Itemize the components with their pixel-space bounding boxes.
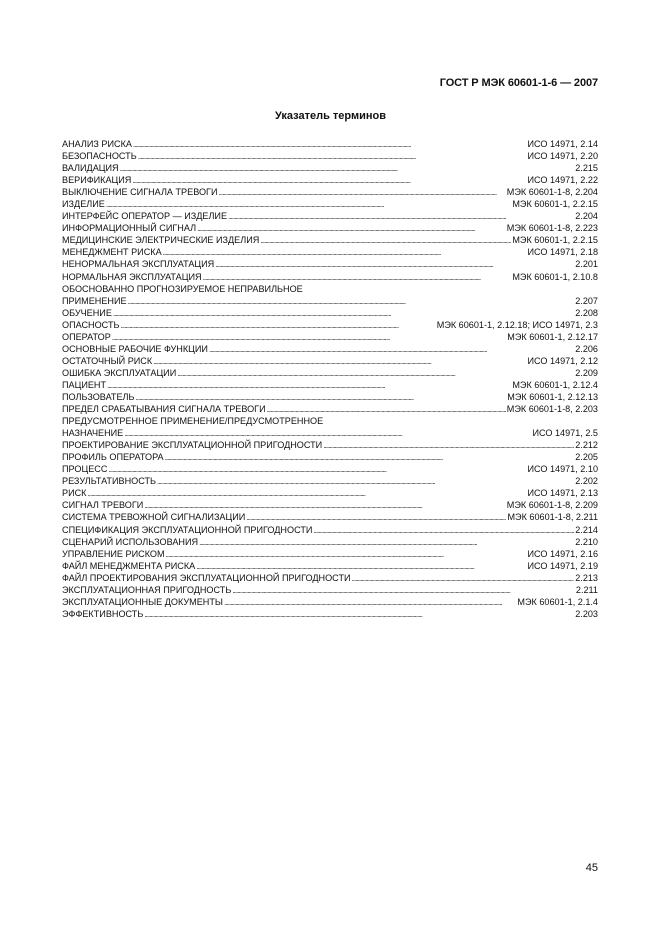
index-entry — [62, 415, 598, 427]
index-reference: МЭК 60601-1-8, 2.203 — [506, 404, 598, 415]
index-entry — [62, 572, 598, 584]
index-entry — [62, 499, 598, 511]
index-term: ОСНОВНЫЕ РАБОЧИЕ ФУНКЦИИ — [62, 343, 208, 354]
index-term: ИНФОРМАЦИОННЫЙ СИГНАЛ — [62, 223, 197, 234]
index-reference: МЭК 60601-1-8, 2.211 — [507, 512, 598, 523]
index-reference: 2.212 — [575, 440, 598, 451]
index-reference: 2.213 — [575, 572, 598, 583]
index-term: ЭКСПЛУАТАЦИОННЫЕ ДОКУМЕНТЫ — [62, 596, 223, 607]
index-term: ЭФФЕКТИВНОСТЬ — [62, 608, 144, 619]
index-entry — [62, 271, 598, 283]
index-term: МЕНЕДЖМЕНТ РИСКА — [62, 247, 162, 258]
index-reference: ИСО 14971, 2.20 — [527, 151, 598, 162]
index-entry — [62, 234, 598, 246]
index-term: АНАЛИЗ РИСКА — [62, 139, 132, 149]
index-term: НЕНОРМАЛЬНАЯ ЭКСПЛУАТАЦИЯ — [62, 259, 215, 270]
index-entry — [62, 560, 598, 572]
index-term: БЕЗОПАСНОСТЬ — [62, 151, 137, 162]
index-reference: 2.209 — [575, 367, 598, 378]
index-entry — [62, 511, 598, 523]
index-reference: ИСО 14971, 2.13 — [527, 488, 598, 499]
index-term: РЕЗУЛЬТАТИВНОСТЬ — [62, 476, 157, 487]
index-term: ЭКСПЛУАТАЦИОННАЯ ПРИГОДНОСТЬ — [62, 584, 232, 595]
index-term: ОШИБКА ЭКСПЛУАТАЦИИ — [62, 367, 177, 378]
index-entry — [62, 295, 598, 307]
index-reference: МЭК 60601-1-8, 2.204 — [506, 187, 598, 198]
index-term: ОПЕРАТОР — [62, 331, 111, 342]
index-term: СИСТЕМА ТРЕВОЖНОЙ СИГНАЛИЗАЦИИ — [62, 512, 246, 523]
index-term: СПЕЦИФИКАЦИЯ ЭКСПЛУАТАЦИОННОЙ ПРИГОДНОСТИ — [62, 524, 313, 535]
index-reference: 2.203 — [575, 608, 598, 619]
index-entry — [62, 198, 598, 210]
index-reference: МЭК 60601-1, 2.1.4 — [517, 596, 598, 607]
index-term: ВЫКЛЮЧЕНИЕ СИГНАЛА ТРЕВОГИ — [62, 187, 218, 198]
index-entry — [62, 548, 598, 560]
index-entry — [62, 367, 598, 379]
index-reference: ИСО 14971, 2.18 — [527, 247, 598, 258]
index-term: ИЗДЕЛИЕ — [62, 199, 105, 210]
index-entry — [62, 451, 598, 463]
index-reference: 2.206 — [575, 343, 598, 354]
index-entry — [62, 210, 598, 222]
index-term: РИСК — [62, 488, 87, 499]
index-entry — [62, 343, 598, 355]
index-entry — [62, 391, 598, 403]
index-term: НОРМАЛЬНАЯ ЭКСПЛУАТАЦИЯ — [62, 271, 202, 282]
index-reference: 2.210 — [575, 536, 598, 547]
terms-index — [62, 138, 598, 620]
index-reference: МЭК 60601-1, 2.12.17 — [507, 331, 598, 342]
document-header: ГОСТ Р МЭК 60601-1-6 — 2007 — [439, 77, 598, 89]
index-entry — [62, 174, 598, 186]
index-title: Указатель терминов — [274, 110, 387, 122]
index-entry — [62, 427, 598, 439]
index-entry — [62, 355, 598, 367]
index-entry — [62, 439, 598, 451]
index-entry — [62, 319, 598, 331]
index-term: ОБОСНОВАННО ПРОГНОЗИРУЕМОЕ НЕПРАВИЛЬНОЕ — [62, 283, 303, 294]
index-term: МЕДИЦИНСКИЕ ЭЛЕКТРИЧЕСКИЕ ИЗДЕЛИЯ — [62, 235, 260, 246]
index-reference: МЭК 60601-1-8, 2.209 — [506, 500, 598, 511]
index-entry — [62, 524, 598, 536]
index-reference: 2.214 — [575, 524, 598, 535]
index-reference: 2.205 — [575, 452, 598, 463]
index-entry — [62, 258, 598, 270]
index-entry — [62, 138, 598, 150]
index-term: ИНТЕРФЕЙС ОПЕРАТОР — ИЗДЕЛИЕ — [62, 211, 228, 222]
index-reference: МЭК 60601-1, 2.2.15 — [512, 199, 598, 210]
index-term: ПРЕДУСМОТРЕННОЕ ПРИМЕНЕНИЕ/ПРЕДУСМОТРЕННОЕ — [62, 416, 324, 427]
index-term: ПРИМЕНЕНИЕ — [62, 295, 127, 306]
index-reference: МЭК 60601-1, 2.12.13 — [507, 391, 598, 402]
index-term: ОПАСНОСТЬ — [62, 319, 120, 330]
index-reference: 2.215 — [575, 163, 598, 174]
index-term: ПРОФИЛЬ ОПЕРАТОРА — [62, 452, 164, 463]
index-term: ФАЙЛ МЕНЕДЖМЕНТА РИСКА — [62, 560, 196, 571]
index-reference: МЭК 60601-1, 2.10.8 — [512, 271, 598, 282]
index-reference: ИСО 14971, 2.19 — [527, 560, 598, 571]
index-term: УПРАВЛЕНИЕ РИСКОМ — [62, 548, 165, 559]
index-term: ПРОЕКТИРОВАНИЕ ЭКСПЛУАТАЦИОННОЙ ПРИГОДНОСТИ — [62, 440, 323, 451]
index-entry — [62, 608, 598, 620]
index-reference: 2.208 — [575, 307, 598, 318]
index-reference: МЭК 60601-1, 2.12.4 — [512, 379, 598, 390]
index-reference: ИСО 14971, 2.14 — [527, 139, 598, 149]
index-entry — [62, 222, 598, 234]
page-number: 45 — [585, 862, 598, 874]
index-entry — [62, 246, 598, 258]
index-reference: 2.204 — [575, 211, 598, 222]
index-entry — [62, 584, 598, 596]
index-reference: МЭК 60601-1, 2.2.15 — [512, 235, 598, 246]
index-reference: 2.202 — [575, 476, 598, 487]
index-reference: ИСО 14971, 2.16 — [527, 548, 598, 559]
index-entry — [62, 536, 598, 548]
index-reference: ИСО 14971, 2.10 — [527, 464, 598, 475]
index-term: ПАЦИЕНТ — [62, 379, 107, 390]
index-term: СЦЕНАРИЙ ИСПОЛЬЗОВАНИЯ — [62, 536, 199, 547]
index-term: ВАЛИДАЦИЯ — [62, 163, 119, 174]
index-reference: ИСО 14971, 2.22 — [527, 175, 598, 186]
index-term: ПРЕДЕЛ СРАБАТЫВАНИЯ СИГНАЛА ТРЕВОГИ — [62, 404, 266, 415]
index-term: СИГНАЛ ТРЕВОГИ — [62, 500, 144, 511]
index-term: ВЕРИФИКАЦИЯ — [62, 175, 132, 186]
index-reference: 2.207 — [575, 295, 598, 306]
index-reference: МЭК 60601-1-8, 2.223 — [506, 223, 598, 234]
index-reference: ИСО 14971, 2.5 — [532, 428, 598, 439]
index-term: ПОЛЬЗОВАТЕЛЬ — [62, 391, 135, 402]
index-reference: 2.211 — [575, 584, 598, 595]
index-entry — [62, 487, 598, 499]
index-entry — [62, 596, 598, 608]
index-term: НАЗНАЧЕНИЕ — [62, 428, 124, 439]
index-term: ПРОЦЕСС — [62, 464, 108, 475]
index-entry — [62, 379, 598, 391]
index-entry — [62, 186, 598, 198]
index-entry — [62, 463, 598, 475]
index-entry — [62, 331, 598, 343]
index-reference: 2.201 — [575, 259, 598, 270]
index-term: ОСТАТОЧНЫЙ РИСК — [62, 355, 153, 366]
index-entry — [62, 162, 598, 174]
index-entry — [62, 307, 598, 319]
index-reference: МЭК 60601-1, 2.12.18; ИСО 14971, 2.3 — [436, 319, 598, 330]
index-entry — [62, 283, 598, 295]
index-entry — [62, 475, 598, 487]
index-entry — [62, 403, 598, 415]
dot-leader — [144, 608, 574, 621]
index-entry — [62, 150, 598, 162]
index-term: ОБУЧЕНИЕ — [62, 307, 112, 318]
index-reference: ИСО 14971, 2.12 — [527, 355, 598, 366]
index-term: ФАЙЛ ПРОЕКТИРОВАНИЯ ЭКСПЛУАТАЦИОННОЙ ПРИГОДНОСТИ — [62, 572, 351, 583]
